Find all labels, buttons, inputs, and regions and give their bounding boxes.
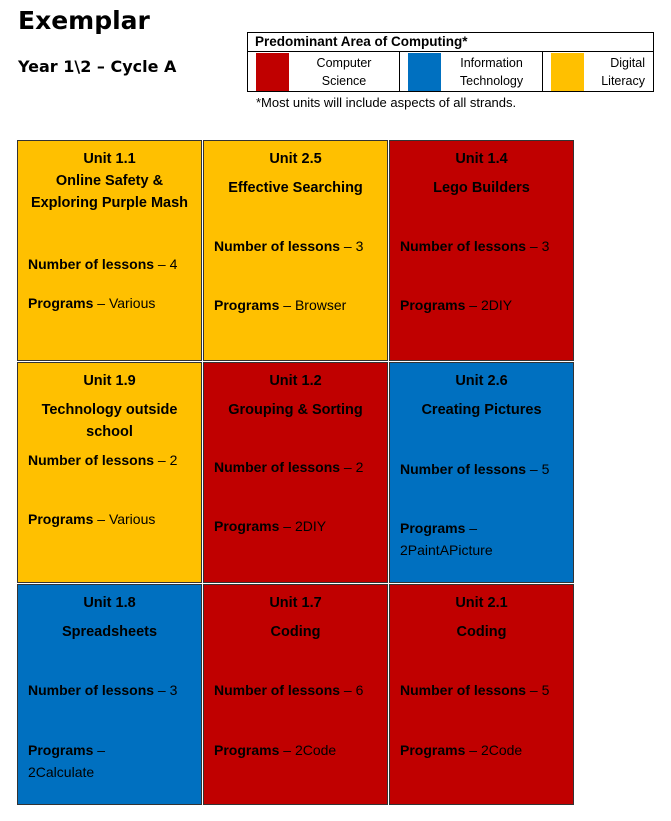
unit-name: Spreadsheets	[61, 624, 158, 640]
unit-programs: Programs – Various	[28, 511, 156, 527]
unit-card	[17, 584, 202, 805]
unit-programs: Programs – 2Calculate	[28, 742, 106, 780]
unit-code: Unit 1.7	[269, 595, 322, 611]
legend-label: Computer Science	[316, 56, 372, 88]
unit-name: Lego Builders	[433, 180, 530, 196]
unit-name: Coding	[456, 624, 507, 640]
unit-code: Unit 1.8	[83, 595, 136, 611]
unit-code: Unit 2.1	[455, 595, 508, 611]
unit-code: Unit 1.2	[269, 373, 322, 389]
unit-lessons: Number of lessons – 5	[400, 682, 550, 698]
unit-code: Unit 1.9	[83, 373, 136, 389]
unit-programs: Programs – 2Code	[214, 742, 337, 758]
unit-code: Unit 1.1	[83, 151, 136, 167]
unit-name: Effective Searching	[228, 180, 363, 196]
unit-lessons: Number of lessons – 5	[400, 461, 550, 477]
units-grid	[17, 140, 574, 805]
unit-card	[389, 140, 574, 361]
unit-programs: Programs – Browser	[214, 297, 347, 313]
legend-item-digital-literacy	[543, 52, 653, 92]
page-title: Exemplar	[18, 6, 150, 35]
legend-item-computer-science	[248, 52, 400, 92]
unit-lessons: Number of lessons – 3	[28, 682, 178, 698]
unit-programs: Programs – 2PaintAPicture	[400, 520, 493, 558]
unit-lessons: Number of lessons – 4	[28, 256, 178, 272]
legend-swatch-red	[256, 53, 289, 91]
unit-card	[203, 140, 388, 361]
unit-lessons: Number of lessons – 3	[214, 238, 364, 254]
unit-programs: Programs – Various	[28, 295, 156, 311]
unit-programs: Programs – 2DIY	[400, 297, 513, 313]
unit-name: Creating Pictures	[421, 402, 542, 418]
legend-item-information-technology	[400, 52, 543, 92]
legend-note: *Most units will include aspects of all strands.	[256, 95, 517, 110]
unit-card	[203, 584, 388, 805]
unit-code: Unit 1.4	[455, 151, 508, 167]
unit-card	[203, 362, 388, 583]
legend-swatch-blue	[408, 53, 441, 91]
unit-code: Unit 2.6	[455, 373, 508, 389]
unit-card	[389, 584, 574, 805]
legend-label: Digital Literacy	[601, 56, 645, 88]
unit-lessons: Number of lessons – 2	[28, 452, 178, 468]
unit-code: Unit 2.5	[269, 151, 322, 167]
legend-label: Information Technology	[459, 56, 524, 88]
unit-name: Online Safety & Exploring Purple Mash	[30, 173, 189, 211]
legend-swatch-yellow	[551, 53, 584, 91]
unit-programs: Programs – 2DIY	[214, 518, 327, 534]
unit-name: Technology outside school	[41, 402, 178, 440]
legend-row	[248, 52, 653, 92]
unit-name: Coding	[270, 624, 321, 640]
unit-programs: Programs – 2Code	[400, 742, 523, 758]
legend-box	[247, 32, 654, 92]
unit-card	[17, 362, 202, 583]
unit-lessons: Number of lessons – 3	[400, 238, 550, 254]
page-subtitle: Year 1\2 – Cycle A	[18, 57, 177, 76]
unit-card	[17, 140, 202, 361]
legend-heading: Predominant Area of Computing*	[248, 33, 653, 52]
unit-card	[389, 362, 574, 583]
unit-name: Grouping & Sorting	[228, 402, 363, 418]
unit-lessons: Number of lessons – 6	[214, 682, 364, 698]
unit-lessons: Number of lessons – 2	[214, 459, 364, 475]
